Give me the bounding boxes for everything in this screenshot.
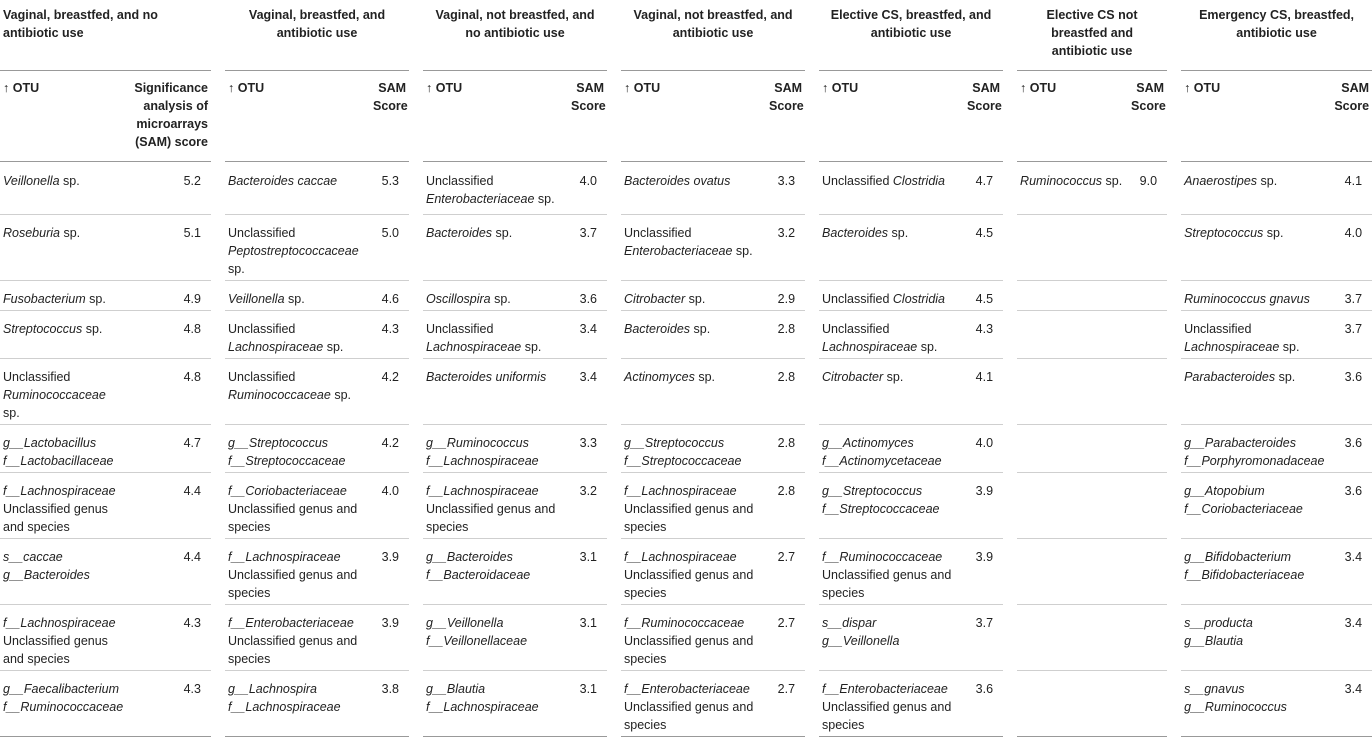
table-row xyxy=(0,162,1372,215)
otu-cell: f__Enterobacteriaceae Unclassified genus and species xyxy=(812,671,964,737)
sam-score-cell: 3.6 xyxy=(568,281,614,311)
sam-score-cell xyxy=(1128,539,1174,605)
table-body xyxy=(0,162,1372,737)
sam-score-cell: 3.1 xyxy=(568,539,614,605)
sam-score-cell xyxy=(1128,425,1174,473)
group-header: Vaginal, breastfed, and antibiotic use xyxy=(218,0,416,71)
sam-score-cell: 2.7 xyxy=(766,605,812,671)
otu-cell: g__Lactobacillus f__Lactobacillaceae xyxy=(0,425,120,473)
otu-cell: Veillonella sp. xyxy=(0,162,120,215)
sam-score-cell xyxy=(1128,215,1174,281)
otu-column-header: ↑ OTU xyxy=(614,71,766,162)
sam-score-column-header: SAM Score xyxy=(370,71,416,162)
sam-score-cell: 2.8 xyxy=(766,425,812,473)
sam-score-cell: 3.4 xyxy=(1326,671,1372,737)
otu-cell: Fusobacterium sp. xyxy=(0,281,120,311)
otu-cell xyxy=(1010,359,1128,425)
sam-score-cell: 5.3 xyxy=(370,162,416,215)
otu-cell: Bacteroides uniformis xyxy=(416,359,568,425)
sam-score-cell xyxy=(1128,605,1174,671)
sam-score-cell: 3.6 xyxy=(1326,473,1372,539)
sam-score-cell: 4.3 xyxy=(370,311,416,359)
otu-cell: Unclassified Lachnospiraceae sp. xyxy=(416,311,568,359)
sam-score-cell: 2.8 xyxy=(766,359,812,425)
sam-score-cell xyxy=(1128,359,1174,425)
otu-cell: g__Streptococcus f__Streptococcaceae xyxy=(218,425,370,473)
sam-score-cell: 3.3 xyxy=(766,162,812,215)
otu-cell: f__Coriobacteriaceae Unclassified genus and species xyxy=(218,473,370,539)
sam-score-cell: 3.4 xyxy=(568,311,614,359)
otu-cell: Roseburia sp. xyxy=(0,215,120,281)
sam-score-cell: 5.2 xyxy=(120,162,218,215)
sam-score-column-header: SAM Score xyxy=(964,71,1010,162)
table-row xyxy=(0,311,1372,359)
otu-cell xyxy=(1010,215,1128,281)
otu-cell: Bacteroides sp. xyxy=(416,215,568,281)
otu-cell: g__Bacteroides f__Bacteroidaceae xyxy=(416,539,568,605)
otu-cell: Anaerostipes sp. xyxy=(1174,162,1326,215)
otu-cell: Parabacteroides sp. xyxy=(1174,359,1326,425)
otu-column-header: ↑ OTU xyxy=(1010,71,1128,162)
sam-score-cell: 4.6 xyxy=(370,281,416,311)
otu-cell: Unclassified Enterobacteriaceae sp. xyxy=(614,215,766,281)
sam-score-cell: 4.2 xyxy=(370,359,416,425)
otu-cell: s__producta g__Blautia xyxy=(1174,605,1326,671)
sam-score-cell: 4.0 xyxy=(1326,215,1372,281)
table-row xyxy=(0,425,1372,473)
otu-cell: f__Lachnospiraceae Unclassified genus and species xyxy=(416,473,568,539)
sam-score-cell: 3.1 xyxy=(568,605,614,671)
sam-score-cell: 4.9 xyxy=(120,281,218,311)
sam-score-cell: 4.3 xyxy=(964,311,1010,359)
group-header: Elective CS not breastfed and antibiotic use xyxy=(1010,0,1174,71)
otu-cell: f__Lachnospiraceae Unclassified genus and species xyxy=(614,539,766,605)
sam-score-cell: 3.9 xyxy=(964,473,1010,539)
sam-score-cell: 4.7 xyxy=(120,425,218,473)
table-row xyxy=(0,215,1372,281)
sam-score-cell: 3.6 xyxy=(964,671,1010,737)
otu-cell: g__Blautia f__Lachnospiraceae xyxy=(416,671,568,737)
group-header: Vaginal, not breastfed, and antibiotic use xyxy=(614,0,812,71)
sam-score-cell: 2.8 xyxy=(766,473,812,539)
otu-cell: Unclassified Lachnospiraceae sp. xyxy=(812,311,964,359)
column-header-row xyxy=(0,71,1372,162)
sam-score-cell: 3.7 xyxy=(568,215,614,281)
sam-score-column-header: SAM Score xyxy=(766,71,812,162)
otu-cell: s__gnavus g__Ruminococcus xyxy=(1174,671,1326,737)
sam-score-cell: 3.2 xyxy=(568,473,614,539)
sam-score-cell: 4.8 xyxy=(120,359,218,425)
otu-column-header: ↑ OTU xyxy=(1174,71,1326,162)
sam-score-cell xyxy=(1128,311,1174,359)
otu-cell xyxy=(1010,473,1128,539)
otu-column-header: ↑ OTU xyxy=(218,71,370,162)
otu-cell: f__Ruminococcaceae Unclassified genus and species xyxy=(812,539,964,605)
sam-score-cell: 3.7 xyxy=(1326,281,1372,311)
sam-score-cell: 3.9 xyxy=(370,605,416,671)
sam-score-cell: 3.6 xyxy=(1326,425,1372,473)
otu-cell: g__Ruminococcus f__Lachnospiraceae xyxy=(416,425,568,473)
otu-cell: Veillonella sp. xyxy=(218,281,370,311)
otu-cell: Bacteroides sp. xyxy=(614,311,766,359)
otu-cell: f__Ruminococcaceae Unclassified genus and species xyxy=(614,605,766,671)
table-row xyxy=(0,473,1372,539)
table-row xyxy=(0,539,1372,605)
sam-score-cell: 4.3 xyxy=(120,605,218,671)
sam-score-cell xyxy=(1128,473,1174,539)
sam-score-cell: 3.4 xyxy=(1326,605,1372,671)
sam-score-cell: 4.1 xyxy=(1326,162,1372,215)
otu-cell: Citrobacter sp. xyxy=(614,281,766,311)
otu-column-header: ↑ OTU xyxy=(0,71,120,162)
otu-cell: Unclassified Clostridia xyxy=(812,281,964,311)
otu-cell: f__Lachnospiraceae Unclassified genus and species xyxy=(614,473,766,539)
otu-cell xyxy=(1010,539,1128,605)
table-row xyxy=(0,671,1372,737)
otu-cell: g__Faecalibacterium f__Ruminococcaceae xyxy=(0,671,120,737)
sam-score-cell: 3.7 xyxy=(964,605,1010,671)
sam-score-cell: 4.7 xyxy=(964,162,1010,215)
group-header: Emergency CS, breastfed, antibiotic use xyxy=(1174,0,1372,71)
table-row xyxy=(0,605,1372,671)
table-row xyxy=(0,359,1372,425)
otu-column-header: ↑ OTU xyxy=(416,71,568,162)
sam-score-column-header: SAM Score xyxy=(568,71,614,162)
group-header: Elective CS, breastfed, and antibiotic use xyxy=(812,0,1010,71)
otu-cell: g__Parabacteroides f__Porphyromonadaceae xyxy=(1174,425,1326,473)
otu-cell: f__Enterobacteriaceae Unclassified genus and species xyxy=(218,605,370,671)
otu-cell: Unclassified Peptostreptococcaceae sp. xyxy=(218,215,370,281)
group-header: Vaginal, breastfed, and no antibiotic use xyxy=(0,0,218,71)
otu-cell: f__Lachnospiraceae Unclassified genus and species xyxy=(0,473,120,539)
otu-cell: f__Enterobacteriaceae Unclassified genus and species xyxy=(614,671,766,737)
otu-cell: g__Veillonella f__Veillonellaceae xyxy=(416,605,568,671)
sam-score-cell: 3.9 xyxy=(370,539,416,605)
otu-cell: Citrobacter sp. xyxy=(812,359,964,425)
otu-cell: Oscillospira sp. xyxy=(416,281,568,311)
otu-cell: Bacteroides sp. xyxy=(812,215,964,281)
sam-score-cell: 4.2 xyxy=(370,425,416,473)
otu-cell: Streptococcus sp. xyxy=(1174,215,1326,281)
sam-score-cell: 2.8 xyxy=(766,311,812,359)
otu-cell xyxy=(1010,281,1128,311)
otu-cell: Unclassified Enterobacteriaceae sp. xyxy=(416,162,568,215)
otu-cell: Bacteroides ovatus xyxy=(614,162,766,215)
sam-score-cell xyxy=(1128,281,1174,311)
sam-score-cell: 4.0 xyxy=(964,425,1010,473)
sam-score-cell: 2.7 xyxy=(766,671,812,737)
group-header-row xyxy=(0,0,1372,71)
sam-score-cell: 4.5 xyxy=(964,215,1010,281)
sam-score-cell: 5.0 xyxy=(370,215,416,281)
sam-score-column-header: SAM Score xyxy=(1128,71,1174,162)
sam-score-cell: 4.4 xyxy=(120,473,218,539)
otu-cell: f__Lachnospiraceae Unclassified genus and species xyxy=(218,539,370,605)
sam-score-cell: 4.5 xyxy=(964,281,1010,311)
otu-cell: Streptococcus sp. xyxy=(0,311,120,359)
otu-cell: Ruminococcus sp. xyxy=(1010,162,1128,215)
otu-cell: g__Atopobium f__Coriobacteriaceae xyxy=(1174,473,1326,539)
sam-score-cell: 3.2 xyxy=(766,215,812,281)
sam-score-cell: 4.4 xyxy=(120,539,218,605)
sam-score-column-header: SAM Score xyxy=(1326,71,1372,162)
sam-score-cell: 4.3 xyxy=(120,671,218,737)
sam-score-cell: 4.0 xyxy=(568,162,614,215)
sam-score-cell: 2.9 xyxy=(766,281,812,311)
otu-cell: s__dispar g__Veillonella xyxy=(812,605,964,671)
otu-cell: g__Streptococcus f__Streptococcaceae xyxy=(812,473,964,539)
otu-cell: Unclassified Lachnospiraceae sp. xyxy=(218,311,370,359)
otu-cell: s__caccae g__Bacteroides xyxy=(0,539,120,605)
otu-cell: Unclassified Clostridia xyxy=(812,162,964,215)
otu-cell: g__Streptococcus f__Streptococcaceae xyxy=(614,425,766,473)
sam-score-cell: 5.1 xyxy=(120,215,218,281)
otu-cell xyxy=(1010,671,1128,737)
sam-score-cell: 4.1 xyxy=(964,359,1010,425)
otu-column-header: ↑ OTU xyxy=(812,71,964,162)
sam-score-cell: 2.7 xyxy=(766,539,812,605)
otu-cell xyxy=(1010,425,1128,473)
otu-cell: g__Actinomyces f__Actinomycetaceae xyxy=(812,425,964,473)
sam-score-cell: 3.9 xyxy=(964,539,1010,605)
sam-score-cell: 3.3 xyxy=(568,425,614,473)
sam-score-cell: 3.1 xyxy=(568,671,614,737)
otu-cell: Actinomyces sp. xyxy=(614,359,766,425)
group-header: Vaginal, not breastfed, and no antibiotic use xyxy=(416,0,614,71)
sam-score-cell: 3.4 xyxy=(568,359,614,425)
sam-score-cell: 3.8 xyxy=(370,671,416,737)
sam-score-cell: 3.4 xyxy=(1326,539,1372,605)
otu-cell: Ruminococcus gnavus xyxy=(1174,281,1326,311)
table-row xyxy=(0,281,1372,311)
otu-cell: Unclassified Ruminococcaceae sp. xyxy=(218,359,370,425)
otu-cell xyxy=(1010,311,1128,359)
sam-score-cell: 3.7 xyxy=(1326,311,1372,359)
sam-score-cell: 9.0 xyxy=(1128,162,1174,215)
otu-cell xyxy=(1010,605,1128,671)
otu-cell: g__Lachnospira f__Lachnospiraceae xyxy=(218,671,370,737)
sam-score-column-header: Significance analysis of microarrays (SAM) score xyxy=(120,71,218,162)
otu-cell: Unclassified Lachnospiraceae sp. xyxy=(1174,311,1326,359)
otu-cell: Unclassified Ruminococcaceae sp. xyxy=(0,359,120,425)
sam-score-cell: 4.0 xyxy=(370,473,416,539)
sam-score-cell xyxy=(1128,671,1174,737)
sam-score-cell: 4.8 xyxy=(120,311,218,359)
otu-cell: f__Lachnospiraceae Unclassified genus and species xyxy=(0,605,120,671)
otu-cell: Bacteroides caccae xyxy=(218,162,370,215)
otu-cell: g__Bifidobacterium f__Bifidobacteriaceae xyxy=(1174,539,1326,605)
sam-score-cell: 3.6 xyxy=(1326,359,1372,425)
